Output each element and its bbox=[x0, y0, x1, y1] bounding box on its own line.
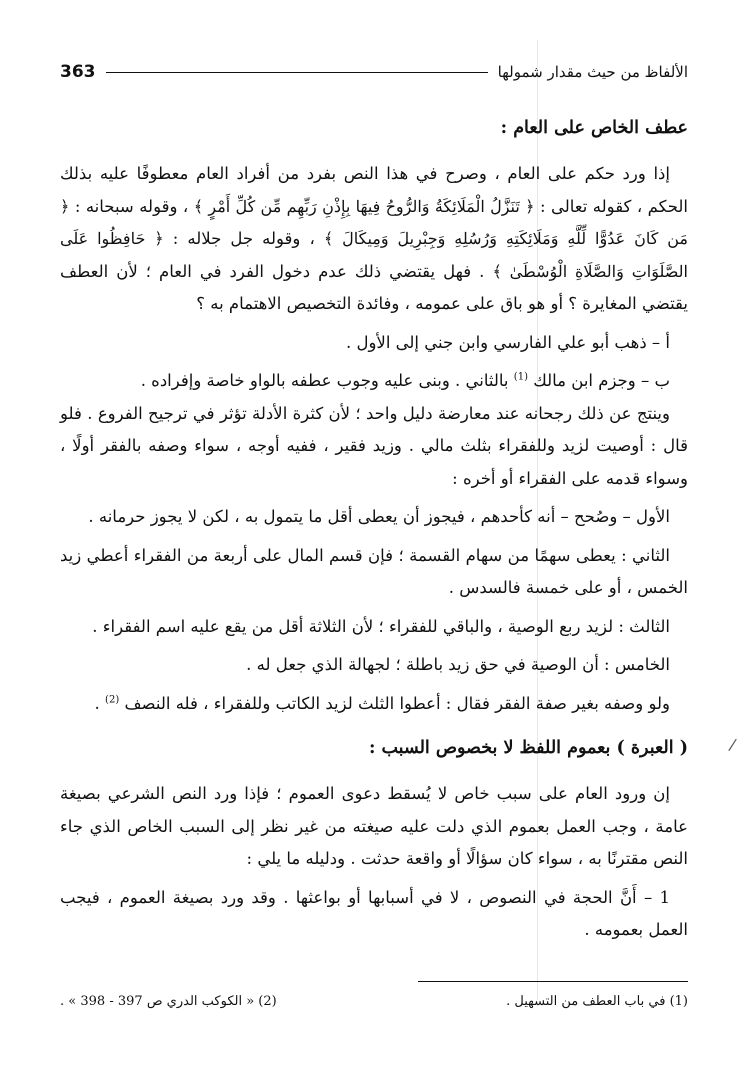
running-header bbox=[60, 56, 688, 88]
footnote-rule bbox=[418, 981, 688, 982]
last-paragraph bbox=[60, 688, 688, 721]
quran-verse-2: ﴿ مَن كَانَ عَدُوًّا لِّلَّهِ وَمَلَائِكَتِهِ وَرُسُلِهِ وَجِبْرِيلَ وَمِيكَالَ ﴾ bbox=[60, 196, 688, 248]
view-fifth: الخامس : أن الوصية في حق زيد باطلة ؛ لجهالة الذي جعل له . bbox=[246, 655, 670, 674]
footnote-ref-1[interactable]: (1) bbox=[513, 371, 528, 383]
opinion-a: أ – ذهب أبو علي الفارسي وابن جني إلى الأول . bbox=[345, 332, 670, 352]
quran-verse-3: ﴿ حَافِظُوا عَلَى الصَّلَوَاتِ وَالصَّلَاةِ الْوُسْطَىٰ ﴾ bbox=[60, 229, 688, 281]
footnote-2: (2) « الكوكب الدري ص 397 - 398 » . bbox=[60, 993, 277, 1009]
opinion-b bbox=[60, 365, 688, 398]
section-heading-general-wording: ( العبرة ) بعموم اللفظ لا بخصوص السبب : bbox=[368, 738, 688, 758]
footnotes bbox=[60, 994, 688, 1009]
intro-text-1: إذا ورد حكم على العام ، وصرح في هذا النص بفرد من أفراد العام معطوفًا عليه بذلك الحكم ، كقوله تعالى : bbox=[60, 164, 688, 216]
margin-pencil-mark: / bbox=[727, 734, 738, 755]
view-first: الأول – وصُحح – أنه كأحدهم ، فيجوز أن يعطى أقل ما يتمول به ، لكن لا يجوز حرمانه . bbox=[88, 507, 670, 526]
opinion-b-text-1: ب – وجزم ابن مالك bbox=[527, 371, 670, 390]
intro-text-3: ، وقوله جل جلاله : bbox=[163, 229, 324, 248]
view-second: الثاني : يعطى سهمًا من سهام القسمة ؛ فإن قسم المال على أربعة من الفقراء أعطي زيد الخمس ، أو على خمسة فالسدس . bbox=[60, 545, 688, 597]
header-rule bbox=[106, 72, 488, 73]
view-third: الثالث : لزيد ربع الوصية ، والباقي للفقراء ؛ لأن الثلاثة أقل من يقع عليه اسم الفقراء . bbox=[92, 616, 670, 636]
intro-text-2: ، وقوله سبحانه : bbox=[69, 196, 194, 216]
evidence-point-1: 1 – أَنَّ الحجة في النصوص ، لا في أسبابها أو بواعثها . وقد ورد بصيغة العموم ، فيجب العمل بعمومه . bbox=[60, 887, 688, 939]
section-heading-specific-on-general: عطف الخاص على العام : bbox=[500, 118, 688, 138]
last-text-1: ولو وصفه بغير صفة الفقر فقال : أعطوا الثلث لزيد الكاتب وللفقراء ، فله النصف bbox=[119, 693, 670, 713]
intro-paragraph bbox=[60, 158, 688, 321]
intro-text-4: . فهل يقتضي ذلك عدم دخول الفرد في العام ؛ لأن العطف يقتضي المغايرة ؟ أو هو باق على عمومه ، وفائدة التخصيص الاهتمام به ؟ bbox=[60, 261, 688, 313]
footnote-1: (1) في باب العطف من التسهيل . bbox=[506, 993, 688, 1009]
general-wording-paragraph: إن ورود العام على سبب خاص لا يُسقط دعوى العموم ؛ فإذا ورد النص الشرعي بصيغة عامة ، وجب العمل بعموم الذي دلت عليه صيغته من غير نظر إلى السبب الخاص الذي جاء النص مقترنًا به ، سواء كان سؤالًا أو واقعة حدثت . ودليله ما يلي : bbox=[60, 784, 688, 868]
result-paragraph: وينتج عن ذلك رجحانه عند معارضة دليل واحد ؛ لأن كثرة الأدلة تؤثر في ترجيح الفروع . فلو قال : أوصيت لزيد وللفقراء بثلث مالي . وزيد فقير ، ففيه أوجه ، سواء وصفه بالفقر أولًا ، وسواء قدمه على الفقراء أو أخره : bbox=[60, 403, 688, 488]
page-content bbox=[60, 56, 688, 1009]
running-title: الألفاظ من حيث مقدار شمولها bbox=[497, 63, 688, 81]
quran-verse-1: ﴿ تَنَزَّلُ الْمَلَائِكَةُ وَالرُّوحُ فِيهَا بِإِذْنِ رَبِّهِم مِّن كُلِّ أَمْرٍ ﴾ bbox=[193, 196, 535, 216]
footnote-ref-2[interactable]: (2) bbox=[105, 694, 120, 705]
last-text-2: . bbox=[94, 693, 106, 713]
page-number: 363 bbox=[60, 62, 96, 82]
opinion-b-text-2: بالثاني . وبنى عليه وجوب عطفه بالواو خاصة وإفراده . bbox=[140, 371, 514, 390]
